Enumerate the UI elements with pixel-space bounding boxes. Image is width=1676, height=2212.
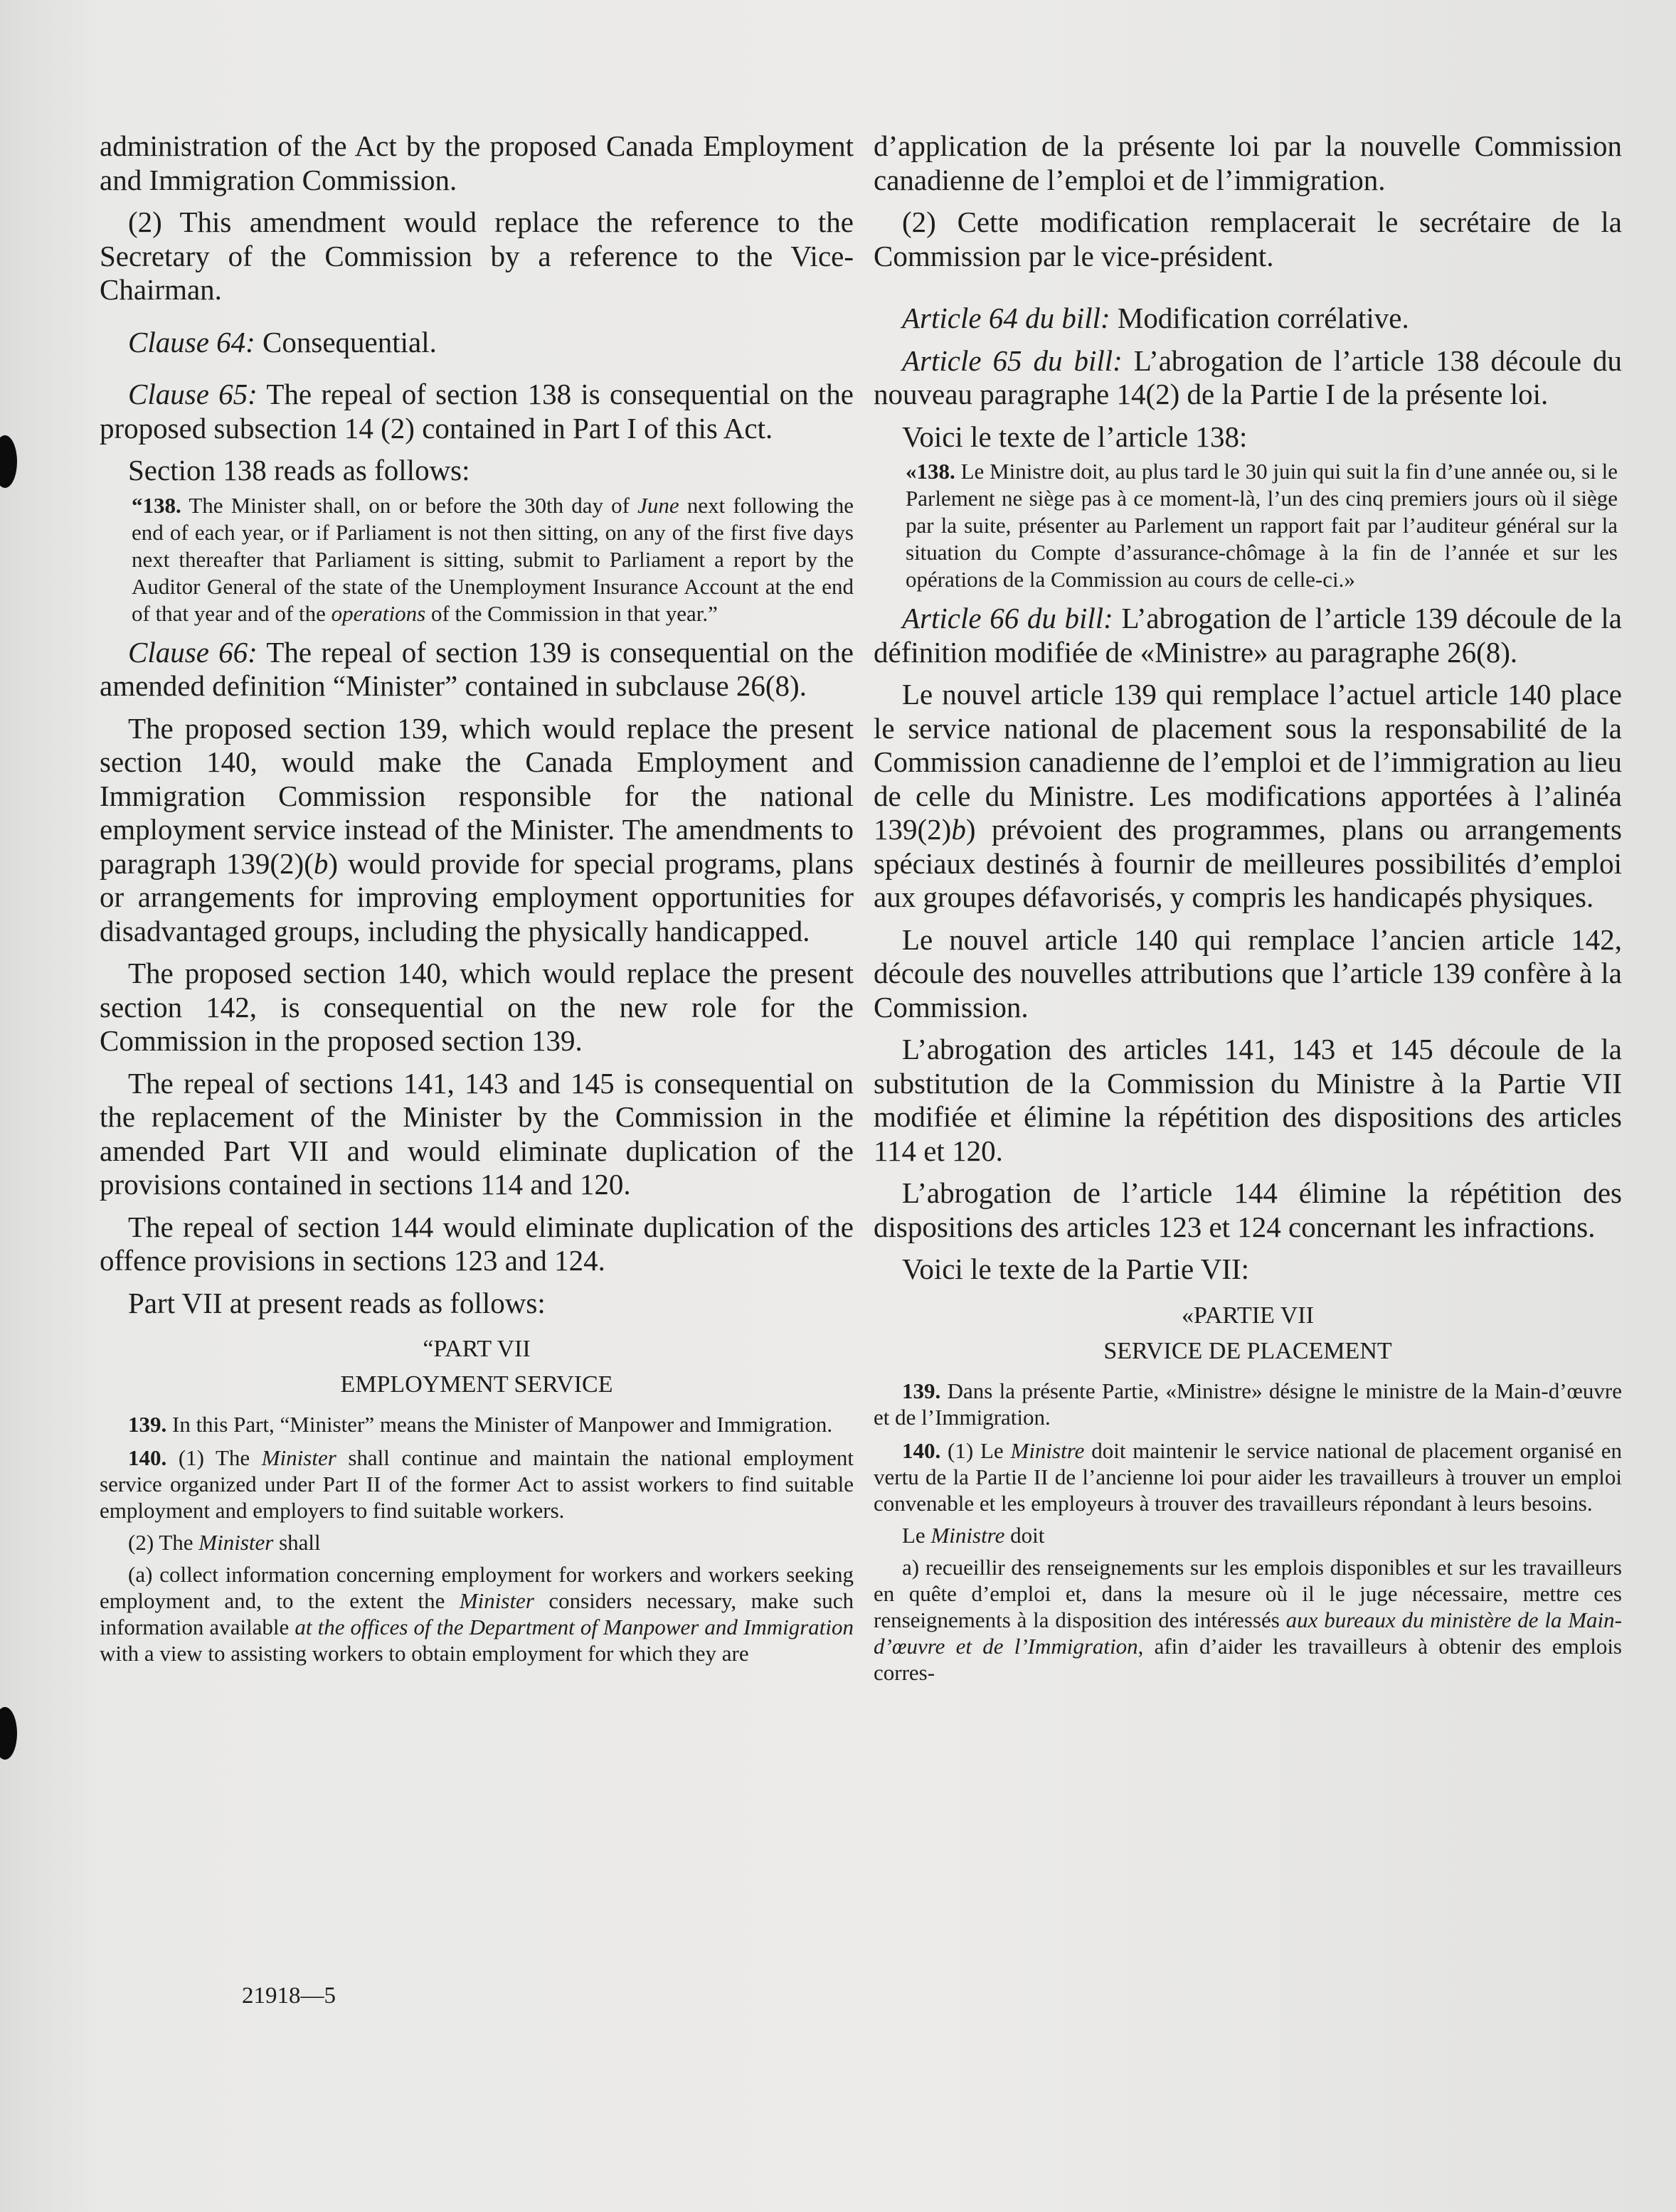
- fr-section-138-intro: Voici le texte de l’article 138:: [902, 420, 1248, 453]
- en-paragraph-repeal-141: The repeal of sections 141, 143 and 145 is consequential on the replacement of the Minister by the Commission in the amended Part VII and would eliminate duplication of the provisions contained in sections 114 and 120.: [100, 1066, 854, 1201]
- fr-article-64: [874, 302, 1622, 336]
- fr-article-66-label: Article 66 du bill:: [902, 602, 1113, 634]
- en-paragraph-section-139: The proposed section 139, which would replace the present section 140, would make the Canada Employment and Immigration Commission responsible for the national employment service instead of the Minister. The amendments to paragraph 139(2)(b) would provide for special programs, plans or arrangements for improving employment opportunities for disadvantaged groups, including the physically handicapped.: [100, 711, 854, 947]
- fr-article-66: [874, 602, 1622, 669]
- fr-paragraph-1: d’application de la présente loi par la nouvelle Commission canadienne de l’emploi et de l’immigration.: [874, 129, 1622, 196]
- fr-article-139: 139. Dans la présente Partie, «Ministre» désigne le ministre de la Main-d’œuvre et de l’Immigration.: [874, 1378, 1622, 1430]
- english-column: [100, 129, 854, 1666]
- fr-section-138-quote: «138. Le Ministre doit, au plus tard le 30 juin qui suit la fin d’une année ou, si le Parlement ne siège pas à ce moment-là, l’un des cinq premiers jours où il siège par la suite, présenter au Parlement un rapport fait par l’auditeur général sur la situation du Compte d’assurance-chômage à la fin de l’année et sur les opérations de la Commission au cours de celle-ci.»: [906, 459, 1618, 592]
- en-clause-64-text: Consequential.: [255, 325, 437, 358]
- fr-paragraph-2: (2) Cette modification remplacerait le secrétaire de la Commission par le vice-président.: [874, 206, 1622, 272]
- en-section-140-2: (2) The Minister shall: [128, 1530, 321, 1555]
- en-clause-64: [100, 326, 854, 360]
- en-part-heading: “PART VII: [423, 1336, 531, 1362]
- en-part-vii-intro: Part VII at present reads as follows:: [128, 1286, 546, 1319]
- fr-paragraph-article-139: Le nouvel article 139 qui remplace l’actuel article 140 place le service national de placement sous la responsabilité de la Commission canadienne de l’emploi et de l’immigration au lieu de celle du Ministre. Les modifications apportées à l’alinéa 139(2)b) prévoient des programmes, plans ou arrangements spéciaux destinés à fournir de meilleures possibilités d’emploi aux groupes défavorisés, y compris les handicapés physiques.: [874, 678, 1622, 913]
- en-clause-64-label: Clause 64:: [128, 325, 255, 358]
- fr-article-64-text: Modification corrélative.: [1110, 302, 1409, 334]
- fr-article-65-label: Article 65 du bill:: [902, 344, 1123, 377]
- binder-hole: [0, 1707, 17, 1760]
- fr-article-65: [874, 344, 1622, 412]
- page-footer-number: 21918—5: [242, 1983, 336, 2009]
- en-section-140-2-a: (a) collect information concerning employment for workers and workers seeking employment and, to the extent the Minister considers necessary, make such information available at the offices of the Department of Manpower and Immigration with a view to assisting workers to obtain employment for which they are: [100, 1562, 854, 1666]
- fr-part-vii-intro: Voici le texte de la Partie VII:: [902, 1253, 1250, 1285]
- en-paragraph-1: administration of the Act by the proposed Canada Employment and Immigration Commission.: [100, 129, 854, 196]
- en-paragraph-repeal-144: The repeal of section 144 would eliminate duplication of the offence provisions in sections 123 and 124.: [100, 1210, 854, 1277]
- en-section-138-intro: Section 138 reads as follows:: [128, 454, 470, 486]
- en-clause-65-text: The repeal of section 138 is consequential on the proposed subsection 14 (2) contained in Part I of this Act.: [100, 378, 854, 445]
- fr-article-66-text: L’abrogation de l’article 139 découle de la définition modifiée de «Ministre» au paragraphe 26(8).: [874, 602, 1622, 669]
- en-paragraph-2: (2) This amendment would replace the reference to the Secretary of the Commission by a reference to the Vice-Chairman.: [100, 206, 854, 306]
- binder-hole: [0, 435, 17, 488]
- fr-paragraph-article-140: Le nouvel article 140 qui remplace l’ancien article 142, découle des nouvelles attributions que l’article 139 confère à la Commission.: [874, 922, 1622, 1023]
- fr-article-64-label: Article 64 du bill:: [902, 302, 1110, 334]
- fr-article-140-2-a: a) recueillir des renseignements sur les emplois disponibles et sur les travailleurs en quête d’emploi et, dans la mesure où il le juge nécessaire, mettre ces renseignements à la disposition des intéressés aux bureaux du ministère de la Main-d’œuvre et de l’Immigration, afin d’aider les travailleurs à obtenir des emplois corres-: [874, 1554, 1622, 1685]
- fr-paragraph-abrogation-144: L’abrogation de l’article 144 élimine la répétition des dispositions des articles 123 et 124 concernant les infractions.: [874, 1176, 1622, 1243]
- fr-part-heading: «PARTIE VII: [1182, 1302, 1314, 1329]
- en-section-139: 139. In this Part, “Minister” means the Minister of Manpower and Immigration.: [128, 1412, 833, 1437]
- en-clause-66-label: Clause 66:: [128, 635, 258, 669]
- french-column: [874, 129, 1622, 1686]
- en-part-title: EMPLOYMENT SERVICE: [340, 1371, 613, 1398]
- en-section-140-1: 140. (1) The Minister shall continue and maintain the national employment service organized under Part II of the former Act to assist workers to find suitable employment and employers to find suitable workers.: [100, 1445, 854, 1523]
- fr-part-title: SERVICE DE PLACEMENT: [1103, 1337, 1392, 1364]
- en-clause-65-label: Clause 65:: [128, 378, 258, 410]
- fr-article-140-1: 140. (1) Le Ministre doit maintenir le service national de placement organisé en vertu de la Partie II de l’ancienne loi pour aider les travailleurs à trouver un emploi convenable et les employeurs à trouver des travailleurs répondant à leurs besoins.: [874, 1437, 1622, 1516]
- fr-article-140-2: Le Ministre doit: [902, 1522, 1045, 1548]
- fr-article-65-text: L’abrogation de l’article 138 découle du nouveau paragraphe 14(2) de la Partie I de la présente loi.: [874, 344, 1622, 410]
- en-clause-66: [100, 636, 854, 703]
- en-clause-65: [100, 378, 854, 445]
- en-clause-66-text: The repeal of section 139 is consequential on the amended definition “Minister” contained in subclause 26(8).: [100, 635, 854, 702]
- en-paragraph-section-140: The proposed section 140, which would replace the present section 142, is consequential on the new role for the Commission in the proposed section 139.: [100, 957, 854, 1057]
- fr-paragraph-abrogation-141: L’abrogation des articles 141, 143 et 145 découle de la substitution de la Commission du Ministre à la Partie VII modifiée et élimine la répétition des dispositions des articles 114 et 120.: [874, 1033, 1622, 1167]
- en-section-138-quote: “138. The Minister shall, on or before the 30th day of June next following the end of each year, or if Parliament is not then sitting, on any of the first five days next thereafter that Parliament is sitting, submit to Parliament a report by the Auditor General of the state of the Unemployment Insurance Account at the end of that year and of the operations of the Commission in that year.”: [132, 492, 854, 626]
